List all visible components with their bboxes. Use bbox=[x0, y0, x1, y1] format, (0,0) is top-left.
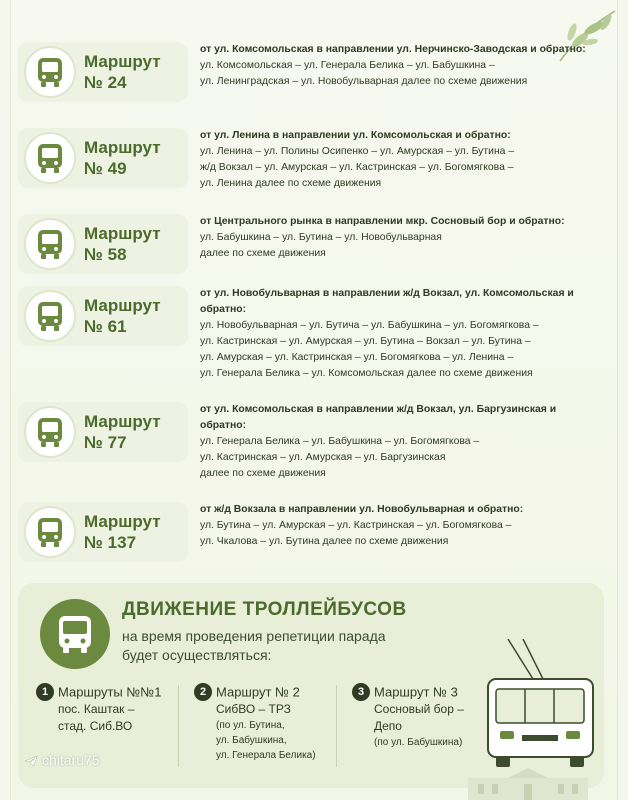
route-block bbox=[18, 286, 596, 382]
route-number: № 137 bbox=[84, 533, 137, 552]
watermark: chitaru75 bbox=[42, 752, 100, 768]
route-street-line: ул. Бабушкина – ул. Бутина – ул. Новобульварная bbox=[200, 232, 442, 243]
route-line: Сосновый бор – bbox=[374, 702, 464, 716]
route-street-line: ул. Чкалова – ул. Бутина далее по схеме движения bbox=[200, 536, 449, 547]
bus-icon bbox=[24, 218, 76, 270]
telegram-icon bbox=[24, 754, 38, 768]
route-name bbox=[84, 295, 161, 337]
route-street-line: ул. Генерала Белика – ул. Бабушкина – ул. Богомягкова – bbox=[200, 436, 480, 447]
route-direction: от ул. Новобульварная в направлении ж/д Вокзал, ул. Комсомольская и обратно: bbox=[200, 288, 574, 315]
route-note: ул. Бабушкина, bbox=[216, 735, 287, 746]
building-decoration bbox=[458, 766, 598, 800]
route-name bbox=[84, 411, 161, 453]
divider bbox=[178, 685, 179, 767]
bus-icon bbox=[24, 290, 76, 342]
route-street-line: ул. Ленина – ул. Полины Осипенко – ул. Амурская – ул. Бутина – bbox=[200, 146, 515, 157]
route-street-line: ул. Бутина – ул. Амурская – ул. Кастринская – ул. Богомягкова – bbox=[200, 520, 512, 531]
route-direction: от ул. Комсомольская в направлении ул. Нерчинско-Заводская и обратно: bbox=[200, 44, 586, 55]
route-block bbox=[18, 402, 596, 482]
route-label-box bbox=[18, 214, 188, 274]
route-note: (по ул. Бутина, bbox=[216, 720, 285, 731]
route-street-line: ул. Комсомольская – ул. Генерала Белика – ул. Бабушкина – bbox=[200, 60, 495, 71]
route-street-line: далее по схеме движения bbox=[200, 248, 326, 259]
route-name bbox=[84, 223, 161, 265]
route-label-box bbox=[18, 502, 188, 562]
route-number: № 58 bbox=[84, 245, 127, 264]
trolley-route-2 bbox=[194, 683, 316, 763]
route-description bbox=[200, 128, 590, 192]
trolley-title: ДВИЖЕНИЕ ТРОЛЛЕЙБУСОВ bbox=[122, 599, 407, 620]
route-block bbox=[18, 214, 596, 274]
route-block bbox=[18, 42, 596, 102]
route-street-line: ул. Кастринская – ул. Амурская – ул. Бутина – Вокзал – ул. Бутина – bbox=[200, 336, 531, 347]
route-block bbox=[18, 128, 596, 192]
route-street-line: ул. Амурская – ул. Кастринская – ул. Богомягкова – ул. Ленина – bbox=[200, 352, 514, 363]
route-name bbox=[84, 511, 161, 553]
route-street-line: ж/д Вокзал – ул. Амурская – ул. Кастринская – ул. Богомягкова – bbox=[200, 162, 514, 173]
number-badge: 3 bbox=[352, 683, 370, 701]
trolley-subtitle: на время проведения репетиции парада будет осуществляться: bbox=[122, 628, 386, 663]
route-street-line: ул. Новобульварная – ул. Бутича – ул. Бабушкина – ул. Богомягкова – bbox=[200, 320, 539, 331]
number-badge: 2 bbox=[194, 683, 212, 701]
route-name bbox=[84, 137, 161, 179]
route-label: Маршрут bbox=[84, 512, 161, 531]
route-label: Маршрут bbox=[84, 296, 161, 315]
route-label: Маршрут bbox=[84, 138, 161, 157]
route-title: Маршруты №№1 bbox=[58, 684, 162, 700]
route-street-line: ул. Кастринская – ул. Амурская – ул. Баргузинская bbox=[200, 452, 446, 463]
divider bbox=[336, 685, 337, 767]
bus-icon bbox=[24, 46, 76, 98]
route-label: Маршрут bbox=[84, 52, 161, 71]
route-street-line: далее по схеме движения bbox=[200, 468, 326, 479]
route-note: ул. Генерала Белика) bbox=[216, 750, 316, 761]
trolleybus-illustration bbox=[478, 639, 598, 769]
route-label: Маршрут bbox=[84, 224, 161, 243]
route-label-box bbox=[18, 128, 188, 188]
route-number: № 24 bbox=[84, 73, 127, 92]
route-line: СибВО – ТРЗ bbox=[216, 702, 291, 716]
route-direction: от ул. Ленина в направлении ул. Комсомольская и обратно: bbox=[200, 130, 511, 141]
route-block bbox=[18, 502, 596, 562]
route-description bbox=[200, 214, 590, 262]
route-description bbox=[200, 402, 590, 482]
route-name bbox=[84, 51, 161, 93]
trolleybus-icon bbox=[40, 599, 110, 669]
route-direction: от ул. Комсомольская в направлении ж/д Вокзал, ул. Баргузинская и обратно: bbox=[200, 404, 557, 431]
route-label-box bbox=[18, 42, 188, 102]
route-number: № 77 bbox=[84, 433, 127, 452]
bus-icon bbox=[24, 132, 76, 184]
route-direction: от ж/д Вокзала в направлении ул. Новобульварная и обратно: bbox=[200, 504, 524, 515]
route-description bbox=[200, 502, 590, 550]
route-line: Депо bbox=[374, 719, 402, 733]
route-label-box bbox=[18, 402, 188, 462]
bus-icon bbox=[24, 506, 76, 558]
route-description bbox=[200, 286, 590, 382]
route-direction: от Центрального рынка в направлении мкр. Сосновый бор и обратно: bbox=[200, 216, 565, 227]
route-line: пос. Каштак – bbox=[58, 702, 135, 716]
route-number: № 49 bbox=[84, 159, 127, 178]
bus-icon bbox=[24, 406, 76, 458]
route-description bbox=[200, 42, 590, 90]
trolley-route-1 bbox=[36, 683, 161, 735]
route-label: Маршрут bbox=[84, 412, 161, 431]
route-number: № 61 bbox=[84, 317, 127, 336]
route-title: Маршрут № 2 bbox=[216, 684, 300, 700]
route-title: Маршрут № 3 bbox=[374, 684, 458, 700]
route-street-line: ул. Генерала Белика – ул. Комсомольская далее по схеме движения bbox=[200, 368, 533, 379]
route-line: стад. Сиб.ВО bbox=[58, 719, 133, 733]
trolley-route-3 bbox=[352, 683, 464, 750]
route-street-line: ул. Ленина далее по схеме движения bbox=[200, 178, 382, 189]
route-label-box bbox=[18, 286, 188, 346]
trolleybus-panel bbox=[18, 583, 604, 788]
route-note: (по ул. Бабушкина) bbox=[374, 737, 463, 748]
number-badge: 1 bbox=[36, 683, 54, 701]
route-street-line: ул. Ленинградская – ул. Новобульварная далее по схеме движения bbox=[200, 76, 528, 87]
